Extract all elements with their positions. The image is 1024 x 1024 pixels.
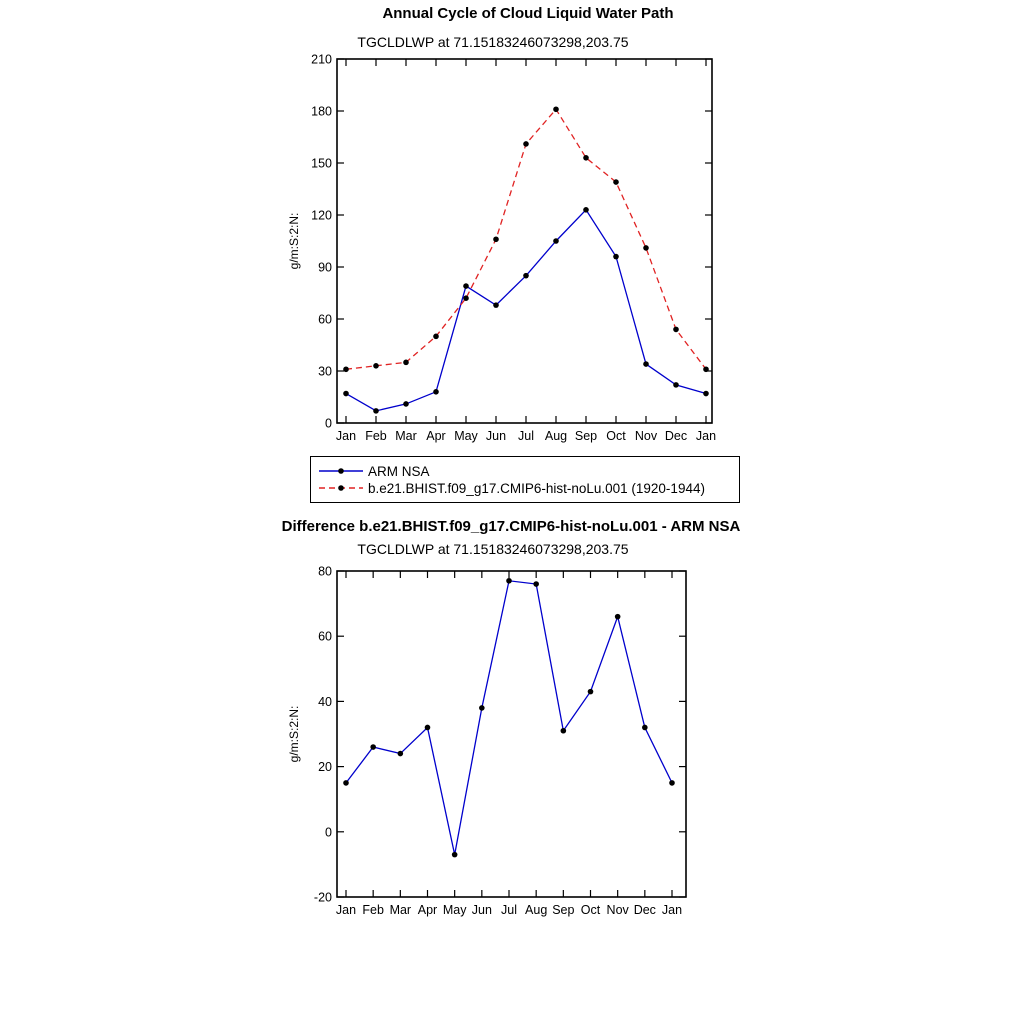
data-point-marker xyxy=(669,780,675,786)
x-tick-label: Sep xyxy=(552,903,575,917)
legend-item-model-run xyxy=(318,481,739,495)
data-point-marker xyxy=(343,366,349,372)
plot-frame xyxy=(337,571,686,897)
data-point-marker xyxy=(523,273,529,279)
legend-sample-marker xyxy=(338,468,344,474)
data-point-marker xyxy=(493,302,499,308)
data-point-marker xyxy=(615,614,621,620)
y-tick-label: 90 xyxy=(318,260,332,275)
data-point-marker xyxy=(703,391,709,397)
x-tick-label: Sep xyxy=(574,429,598,443)
x-tick-label: Jun xyxy=(485,429,507,443)
x-tick-label: Jan xyxy=(661,903,683,917)
series-line-0 xyxy=(346,581,672,855)
data-point-marker xyxy=(533,581,539,587)
legend-label-arm-nsa: ARM NSA xyxy=(368,463,430,479)
chart1-title: Annual Cycle of Cloud Liquid Water Path xyxy=(382,5,674,22)
y-tick-label: 0 xyxy=(325,416,332,431)
x-tick-label: Dec xyxy=(664,429,688,443)
data-point-marker xyxy=(643,361,649,367)
x-tick-label: May xyxy=(454,429,478,443)
data-point-marker xyxy=(613,254,619,260)
plot-area-1 xyxy=(311,53,716,444)
data-point-marker xyxy=(553,238,559,244)
data-point-marker xyxy=(479,705,485,711)
data-point-marker xyxy=(370,744,376,750)
legend-sample-marker xyxy=(338,485,344,491)
x-tick-label: Mar xyxy=(395,429,417,443)
x-tick-label: Jan xyxy=(695,429,717,443)
x-tick-label: Feb xyxy=(365,429,387,443)
x-tick-label: Jan xyxy=(335,429,357,443)
data-point-marker xyxy=(463,283,469,289)
y-tick-label: 180 xyxy=(311,104,332,119)
legend-item-arm-nsa xyxy=(318,464,739,478)
chart2-title: Difference b.e21.BHIST.f09_g17.CMIP6-hist-noLu.001 - ARM NSA xyxy=(281,518,741,535)
data-point-marker xyxy=(373,408,379,414)
legend-label-model-run: b.e21.BHIST.f09_g17.CMIP6-hist-noLu.001 (1920-1944) xyxy=(368,480,705,496)
chart1-subtitle: TGCLDLWP at 71.15183246073298,203.75 xyxy=(357,34,629,50)
x-tick-label: Nov xyxy=(634,429,658,443)
data-point-marker xyxy=(588,689,594,695)
data-point-marker xyxy=(506,578,512,584)
plot-area-2 xyxy=(314,565,686,918)
series-line-1 xyxy=(346,109,706,369)
y-tick-label: 60 xyxy=(318,312,332,327)
chart2-subtitle: TGCLDLWP at 71.15183246073298,203.75 xyxy=(357,541,629,557)
y-tick-label: -20 xyxy=(313,890,332,905)
data-point-marker xyxy=(403,360,409,366)
data-point-marker xyxy=(343,780,349,786)
data-point-marker xyxy=(373,363,379,369)
x-tick-label: Dec xyxy=(633,903,656,917)
x-tick-label: Apr xyxy=(417,903,438,917)
data-point-marker xyxy=(343,391,349,397)
data-point-marker xyxy=(452,852,458,858)
chart2-yaxis-label: g/m:S:2:N: xyxy=(287,705,301,763)
data-point-marker xyxy=(703,366,709,372)
legend-box xyxy=(310,456,740,503)
data-point-marker xyxy=(493,236,499,242)
y-tick-label: 60 xyxy=(318,629,332,644)
x-tick-label: Apr xyxy=(426,429,446,443)
x-tick-label: Oct xyxy=(606,429,626,443)
x-tick-label: Oct xyxy=(580,903,601,917)
data-point-marker xyxy=(463,295,469,301)
data-point-marker xyxy=(553,106,559,112)
data-point-marker xyxy=(673,327,679,333)
legend-line-sample-dashed xyxy=(318,482,364,494)
x-tick-label: Jul xyxy=(501,903,517,917)
y-tick-label: 150 xyxy=(311,156,332,171)
data-point-marker xyxy=(583,155,589,161)
data-point-marker xyxy=(561,728,567,734)
x-tick-label: May xyxy=(442,903,467,917)
y-tick-label: 40 xyxy=(318,694,332,709)
x-tick-label: Nov xyxy=(606,903,629,917)
data-point-marker xyxy=(433,334,439,340)
y-tick-label: 210 xyxy=(311,52,332,67)
x-tick-label: Jul xyxy=(518,429,534,443)
plot-frame xyxy=(337,59,712,423)
x-tick-label: Jan xyxy=(335,903,357,917)
x-tick-label: Jun xyxy=(471,903,492,917)
x-tick-label: Feb xyxy=(362,903,384,917)
y-tick-label: 0 xyxy=(325,825,332,840)
data-point-marker xyxy=(425,725,431,731)
series-line-0 xyxy=(346,210,706,411)
data-point-marker xyxy=(433,389,439,395)
data-point-marker xyxy=(643,245,649,251)
data-point-marker xyxy=(523,141,529,147)
y-tick-label: 80 xyxy=(318,564,332,579)
x-tick-label: Mar xyxy=(389,903,412,917)
data-point-marker xyxy=(403,401,409,407)
x-tick-label: Aug xyxy=(544,429,568,443)
legend-line-sample-solid xyxy=(318,465,364,477)
y-tick-label: 30 xyxy=(318,364,332,379)
data-point-marker xyxy=(398,751,404,757)
y-tick-label: 20 xyxy=(318,760,332,775)
data-point-marker xyxy=(642,725,648,731)
data-point-marker xyxy=(613,179,619,185)
data-point-marker xyxy=(673,382,679,388)
chart1-yaxis-label: g/m:S:2:N: xyxy=(287,212,301,270)
y-tick-label: 120 xyxy=(311,208,332,223)
data-point-marker xyxy=(583,207,589,213)
x-tick-label: Aug xyxy=(525,903,548,917)
